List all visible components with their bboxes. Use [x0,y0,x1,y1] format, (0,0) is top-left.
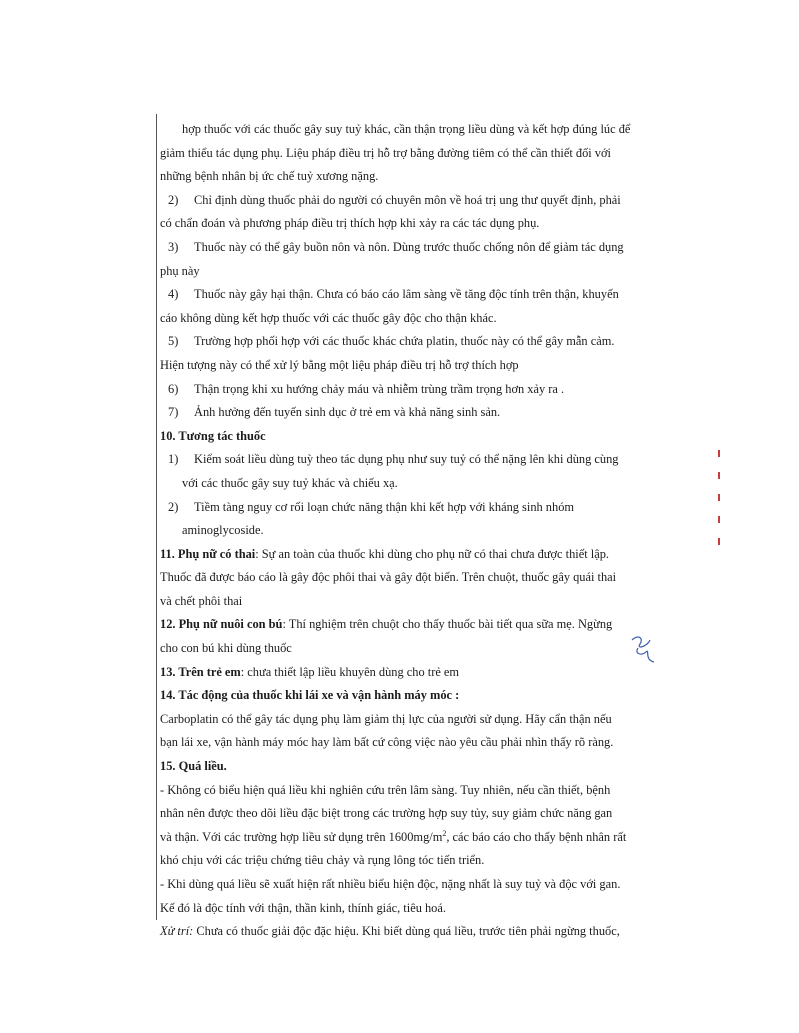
overdose-line: - Không có biểu hiện quá liều khi nghiên cứu trên lâm sàng. Tuy nhiên, nếu cần thiết, bệnh [160,782,611,797]
margin-mark [718,538,720,545]
warning-item: 7) Ảnh hưởng đến tuyến sinh dục ở trẻ em và khả năng sinh sản. [168,405,501,420]
overdose-line: và thận. Với các trường hợp liều sử dụng trên $1600mg/m^2$, các báo cáo cho thấy bệnh nhân rất [160,828,627,844]
intro-line: hợp thuốc với các thuốc gây suy tuỷ khác, cần thận trọng liều dùng và kết hợp đúng lúc để [182,122,631,136]
warning-item: 2) Chỉ định dùng thuốc phải do người có chuyên môn về hoá trị ung thư quyết định, phải [168,192,621,207]
warning-continuation: cáo không dùng kết hợp thuốc với các thuốc gây độc cho thận khác. [160,310,497,325]
treatment-label: Xử trí: [160,924,194,939]
warning-continuation: Hiện tượng này có thể xử lý bằng một liệu pháp điều trị hỗ trợ thích hợp [160,357,519,372]
section-12: 12. Phụ nữ nuôi con bú: Thí nghiệm trên chuột cho thấy thuốc bài tiết qua sữa mẹ. Ngừng [160,617,613,632]
overdose-line: Kế đó là độc tính với thận, thần kinh, thính giác, tiêu hoá. [160,900,446,915]
section-12-line: cho con bú khi dùng thuốc [160,641,292,656]
treatment-line: Xử trí: Chưa có thuốc giải độc đặc hiệu. Khi biết dùng quá liều, trước tiên phải ngừng thuốc, [160,924,620,939]
warning-item: 3) Thuốc này có thể gây buồn nôn và nôn. Dùng trước thuốc chống nôn để giảm tác dụng [168,239,624,254]
section-heading-13: 13. Trên trẻ em [160,664,241,679]
interaction-continuation: với các thuốc gây suy tuỷ khác và chiếu xạ. [182,475,398,490]
warning-continuation: phụ này [160,263,200,278]
intro-line: giảm thiểu tác dụng phụ. Liệu pháp điều trị hỗ trợ bằng đường tiêm có thể cần thiết đối với [160,145,611,160]
signature-initials [628,632,662,666]
section-11-line: Thuốc đã được báo cáo là gây độc phôi thai và gây đột biến. Trên chuột, thuốc gây quái thai [160,570,617,585]
overdose-line: khó chịu với các triệu chứng tiêu chảy và rụng lông tóc tiến triển. [160,853,485,868]
document-body [160,118,670,944]
margin-mark [718,494,720,501]
section-heading-10: 10. Tương tác thuốc [160,428,266,443]
warning-item: 6) Thận trọng khi xu hướng chảy máu và nhiễm trùng trầm trọng hơn xảy ra . [168,381,565,396]
section-11-line: và chết phôi thai [160,593,243,608]
margin-mark [718,472,720,479]
section-heading-14: 14. Tác động của thuốc khi lái xe và vận hành máy móc : [160,688,460,703]
section-11: 11. Phụ nữ có thai: Sự an toàn của thuốc khi dùng cho phụ nữ có thai chưa được thiết lập. [160,546,610,561]
margin-mark [718,450,720,457]
margin-mark [718,516,720,523]
section-heading-12: 12. Phụ nữ nuôi con bú [160,617,283,632]
margin-marks [718,450,724,560]
interaction-continuation: aminoglycoside. [182,523,264,538]
section-13: 13. Trên trẻ em: chưa thiết lập liều khuyên dùng cho trẻ em [160,664,460,679]
warning-item: 4) Thuốc này gây hại thận. Chưa có báo cáo lâm sàng về tăng độc tính trên thận, khuyến [168,287,619,302]
interaction-item: 2) Tiềm tàng nguy cơ rối loạn chức năng thận khi kết hợp với kháng sinh nhóm [168,499,575,514]
section-14-line: bạn lái xe, vận hành máy móc hay làm bất cứ công việc nào yêu cầu phải nhìn thấy rõ ràng. [160,735,614,750]
overdose-line: nhân nên được theo dõi liều đặc biệt trong các trường hợp suy tủy, suy giảm chức năng gan [160,806,613,821]
section-heading-15: 15. Quá liều. [160,759,227,774]
intro-line: những bệnh nhân bị ức chế tuỷ xương nặng. [160,169,379,184]
overdose-line: - Khi dùng quá liều sẽ xuất hiện rất nhiều biểu hiện độc, nặng nhất là suy tuỷ và độc với gan. [160,877,621,891]
warning-continuation: có chẩn đoán và phương pháp điều trị thích hợp khi xảy ra các tác dụng phụ. [160,216,540,231]
interaction-item: 1) Kiểm soát liều dùng tuỳ theo tác dụng phụ như suy tuỷ có thể nặng lên khi dùng cùng [168,452,619,467]
section-heading-11: 11. Phụ nữ có thai [160,546,256,561]
warning-item: 5) Trường hợp phối hợp với các thuốc khác chứa platin, thuốc này có thể gây mẫn cảm. [168,334,615,349]
section-14-line: Carboplatin có thể gây tác dụng phụ làm giảm thị lực của người sử dụng. Hãy cẩn thận nếu [160,711,612,726]
